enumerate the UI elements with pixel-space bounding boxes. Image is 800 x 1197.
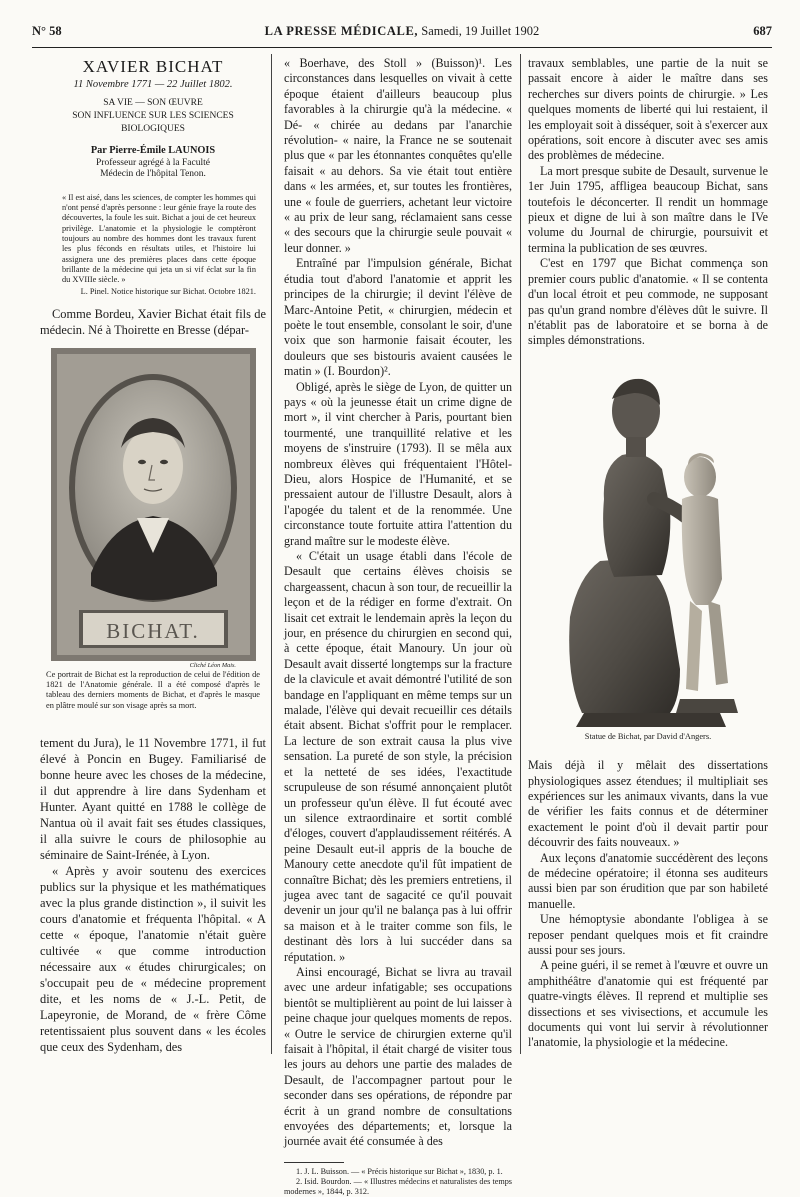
issue-date: Samedi, 19 Juillet 1902 <box>421 24 540 38</box>
header-rule <box>32 47 772 48</box>
column-divider-1 <box>271 54 272 1054</box>
intro-paragraph: Comme Bordeu, Xavier Bichat était fils de médecin. Né à Thoirette en Bresse (dépar- <box>40 306 266 337</box>
column-divider-2 <box>520 54 521 1054</box>
issue-number: N° 58 <box>32 24 62 38</box>
col3-paragraph-1: travaux semblables, une partie de la nuit se passait encore à aider le maître dans ses recherches sur divers points de chirurgie. » Les quelques moments de liberté qui lui restaient, il les employait soit à disséquer, soit à s'exercer aux opérations, soit encore à discuter avec ses amis des problèmes de médecine. <box>528 56 768 163</box>
statue-caption: Statue de Bichat, par David d'Angers. <box>584 731 712 741</box>
column-3 <box>528 56 768 1051</box>
svg-text:BICHAT.: BICHAT. <box>105 618 200 643</box>
column-2 <box>284 56 512 1197</box>
article-dates: 11 Novembre 1771 — 22 Juillet 1802. <box>73 78 233 90</box>
statue-illustration <box>530 349 766 727</box>
running-header <box>32 24 772 44</box>
col2-paragraph-2: Entraîné par l'impulsion générale, Bichat étudia tout d'abord l'anatomie et apprit les principes de la chirurgie; il devint l'élève de Marc-Antoine Petit, « chirurgien, médecin et poète le tout ensemble, consolant le soir, d'une voix que son harmonie faisait écouter, les douleurs que ses bistouris avaient causées le matin » (I. Bourdon)². <box>284 256 512 379</box>
portrait-caption: Ce portrait de Bichat est la reproduction de celui de l'édition de 1821 de l'Anatomie générale. Il a été composé d'après le tableau des derniers moments de Bichat, et d'après le masque en plâtre moulé sur son visage après sa mort. <box>46 669 260 710</box>
journal-title-line <box>32 24 772 39</box>
col2-paragraph-5: Ainsi encouragé, Bichat se livra au travail avec une ardeur infatigable; ses occupations bientôt se multiplièrent au point de lui laisser à peine chaque jour quelques moments de repos. « Outre le service de chirurgien externe qu'il faisait à l'hôpital, il était chargé de visiter tous les jours au dehors une partie des malades de Desault, de l'accompagner partout pour le seconder dans ses opérations, de répondre par écrit à un grand nombre de consultations envoyées des départements; et, lorsque la journée avait été consumée à des <box>284 964 512 1149</box>
col2-paragraph-1: « Boerhave, des Stoll » (Buisson)¹. Les circonstances dans lesquelles on vivait à cette époque étaient d'ailleurs beaucoup plus favorables à la chirurgie qu'à la médecine. « Dé- « chirée au dedans par l'anarchie révolution- « naire, la France ne se soutenait plus que « par les étonnantes conquêtes qu'elle faisait « au dehors. Sa vie était tout entière dans « les armées, et, sur toutes les frontières, une « foule de guerriers, achetant leur victoire « au prix de leur sang, réclamaient sans cesse « des secours que la chirurgie seule pouvait « leur donner. » <box>284 56 512 255</box>
col3-paragraph-5: Aux leçons d'anatomie succédèrent des leçons de médecine opératoire; il étonna ses auditeurs aussi bien par son érudition que par son habileté manuelle. <box>528 850 768 911</box>
statue-figure <box>530 349 766 727</box>
portrait-credit: Cliché Léon Mais. <box>189 661 236 669</box>
col3-paragraph-3: C'est en 1797 que Bichat commença son premier cours public d'anatomie. « Il se contenta d'un local étroit et peu commode, ne supposant pas qu'un grand nombre d'élèves dût le suivre. Il n'établit pas de laboratoire et se borna à de simples démonstrations. <box>528 256 768 348</box>
col3-paragraph-6: Une hémoptysie abondante l'obligea à se reposer pendant quelques mois et fit craindre aussi pour ses jours. <box>528 912 768 957</box>
article-subtitle-1: SA VIE — SON ŒUVRE <box>103 98 203 109</box>
article-title: XAVIER BICHAT <box>82 57 224 76</box>
footnote-1: 1. J. L. Buisson. — « Précis historique sur Bichat », 1830, p. 1. <box>296 1166 503 1176</box>
portrait-figure <box>51 348 256 661</box>
footnote-rule <box>284 1162 344 1163</box>
col1-paragraph-2: « Après y avoir soutenu des exercices publics sur la physique et les mathématiques avec la plus grande distinction », il suivit les cours d'anatomie et fréquenta l'hôpital. « A cette « époque, l'anatomie n'était guère cultivée « que comme introduction nécessaire aux « études chirurgicales; on s'occupait peu de « médecine proprement dite, et les noms de « J.-L. Petit, de Lapeyronie, de Morand, de « frère Côme retentissaient plus souvent dans « les écoles que ceux des Sydenham, des <box>40 863 266 1054</box>
col3-paragraph-4: Mais déjà il y mêlait des dissertations physiologiques assez étendues; il multipliait ses expériences sur les animaux vivants, dans la vue de vérifier les faits connus et de déterminer exactement le point d'où il devait partir pour découvrir des faits nouveaux. » <box>528 758 768 850</box>
col2-paragraph-4: « C'était un usage établi dans l'école de Desault que certains élèves choisis se chargeassent, chacun à son tour, de recueillir la leçon et de la rédiger en forme d'extrait. On lisait cet extrait le lendemain après la leçon du jour, en présence du chirurgien en second qui, à cette époque, était Manoury. Un jour où Desault avait disserté longtemps sur la fracture de la clavicule et avait démontré l'utilité de son bandage en l'appliquant en même temps sur un malade, l'élève qui devait recueillir ces détails était absent. Bichat s'offrit pour le remplacer. La lecture de son extrait causa la plus vive sensation. La pureté de son style, la précision et la netteté de ses idées, l'exactitude scrupuleuse de son résumé annonçaient plutôt un professeur qu'un élève. Il fut écouté avec un silence extraordinaire et sortit comblé d'éloges, couvert d'applaudissement réitérés. A peine Desault eut-il appris de la bouche de Manoury cette anecdote qu'il fût impatient de connaître Bichat; dès les premiers entretiens, il jugea avec tant de sagacité ce qu'il pouvait devenir un jour qu'il ne balança pas à lui offrir sa maison et à le traiter comme son fils, le destinant dès lors à lui succéder dans sa réputation. » <box>284 549 512 964</box>
col2-paragraph-3: Obligé, après le siège de Lyon, de quitter un pays « où la jeunesse était un crime digne de mort », il vint chercher à Paris, pourtant bien tourmenté, une tranquillité relative et les moyens de s'instruire (1793). Il se mêla aux nombreux élèves qui fréquentaient l'Hôtel-Dieu, alors Hospice de l'Humanité, et se pressaient autour de l'illustre Desault, alors à l'apogée du talent et de la renommée. Une circonstance toute fortuite attira l'attention du grand maître sur le modeste élève. <box>284 379 512 548</box>
col3-paragraph-2: La mort presque subite de Desault, survenue le 1er Juin 1795, affligea beaucoup Bichat, sans toutefois le déconcerter. Il rendit un hommage pieux et digne de lui à son maître dans le IVe volume du Journal de chirurgie, poursuivit et termina la publication de ses œuvres. <box>528 163 768 255</box>
column-1 <box>40 52 266 1055</box>
author-byline: Par Pierre-Émile LAUNOIS <box>90 145 216 157</box>
footnote-2: 2. Isid. Bourdon. — « Illustres médecins et naturalistes des temps modernes », 1844, p. 312. <box>284 1177 512 1197</box>
epigraph-source: L. Pinel. Notice historique sur Bichat. Octobre 1821. <box>80 287 256 297</box>
col3-paragraph-7: A peine guéri, il se remet à l'œuvre et ouvre un amphithéâtre d'anatomie qui est fréquenté par quatre-vingts élèves. Il reprend et multiplie ses dissections et ses vivisections, et accumule les documents qui vont lui servir à révolutionner l'anatomie, la physiologie et la médecine. <box>528 958 768 1050</box>
author-affiliation-1: Professeur agrégé à la Faculté <box>96 157 210 168</box>
article-subtitle-2: SON INFLUENCE SUR LES SCIENCES BIOLOGIQUES <box>72 111 234 135</box>
epigraph: « Il est aisé, dans les sciences, de compter les hommes qui n'ont pensé d'après personne : leur génie fraye la route des découvertes, la foule les suit. Bichat a joui de cet heureux privilège. L'anatomie et la physiologie le comptèront toujours au nombre des hommes dont les travaux furent les plus féconds en résultats utiles, et l'histoire lui assignera une des premières places dans cette époque brillante de la médecine qui jeta un si vif éclat sur la fin du XVIIIe siècle. » <box>62 192 256 285</box>
col1-continued-paragraph: tement du Jura), le 11 Novembre 1771, il fut élevé à Poncin en Bugey. Familiarisé de bonne heure avec les choses de la médecine, il dut apprendre à lire dans Sydenham et Hunter. Ayant quitté en 1788 le collège de Nantua où il avait fait ses études classiques, il alla suivre le cours de philosophie au séminaire de Saint-Irénée, à Lyon. <box>40 735 266 862</box>
author-affiliation-2: Médecin de l'hôpital Tenon. <box>100 169 206 180</box>
journal-name: LA PRESSE MÉDICALE, <box>264 24 419 38</box>
page-number: 687 <box>753 24 772 38</box>
portrait-engraving <box>51 348 256 661</box>
